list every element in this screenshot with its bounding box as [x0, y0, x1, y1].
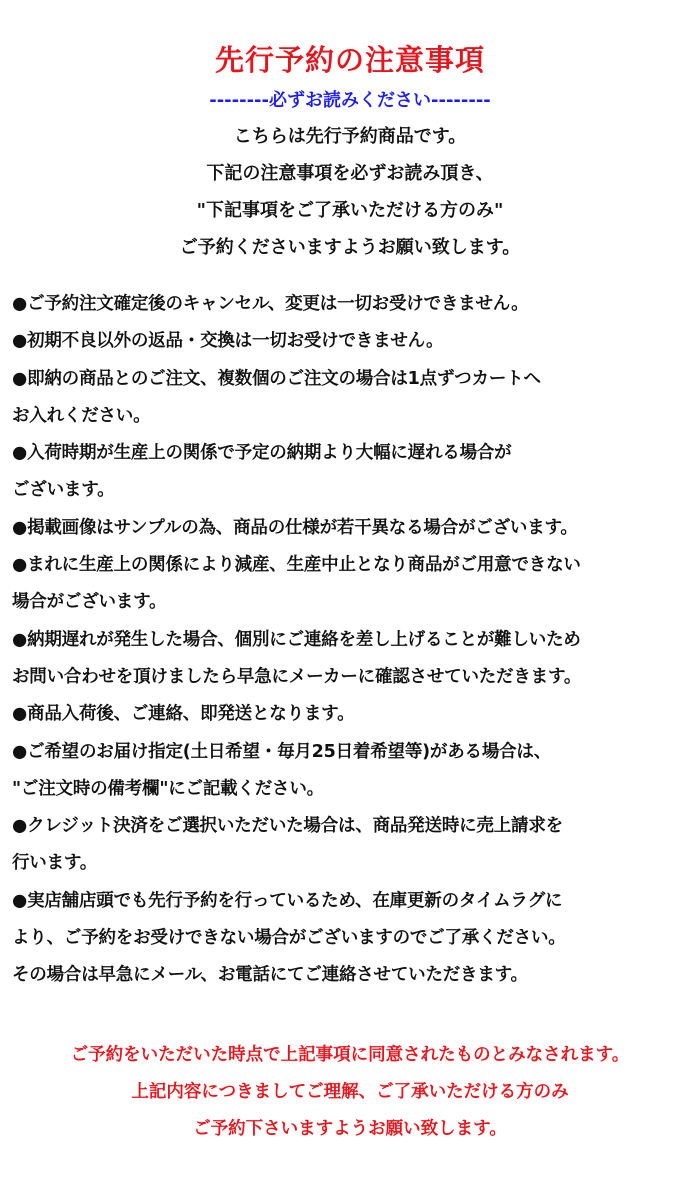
- intro-line: 下記の注意事項を必ずお読み頂き、: [206, 163, 494, 184]
- note-line: ございます。: [12, 480, 115, 501]
- note-line: お入れください。: [12, 405, 151, 426]
- note-line: その場合は早急にメール、お電話にてご連絡させていただきます。: [12, 965, 528, 986]
- footer-notice: [0, 1037, 700, 1148]
- note-line: ●まれに生産上の関係により減産、生産中止となり商品がご用意できない: [12, 555, 581, 576]
- intro-text: [0, 118, 700, 266]
- note-line: "ご注文時の備考欄"にご記載ください。: [12, 778, 324, 799]
- page-title: 先行予約の注意事項: [214, 43, 485, 77]
- note-line: お問い合わせを頂けましたら早急にメーカーに確認させていただきます。: [12, 666, 582, 687]
- note-line: ●ご希望のお届け指定(土日希望・毎月25日着希望等)がある場合は、: [12, 741, 552, 762]
- note-line: ●商品入荷後、ご連絡、即発送となります。: [12, 704, 355, 725]
- intro-line: "下記事項をご了承いただける方のみ": [196, 200, 504, 221]
- note-line: より、ご予約をお受けできない場合がございますのでご了承ください。: [12, 928, 566, 949]
- intro-line: ご予約くださいますようお願い致します。: [179, 237, 521, 258]
- note-line: ●入荷時期が生産上の関係で予定の納期より大幅に遅れる場合が: [12, 443, 512, 464]
- page-subtitle: --------必ずお読みください--------: [209, 90, 491, 111]
- note-line: 行います。: [12, 853, 98, 874]
- note-line: ●実店舗店頭でも先行予約を行っているため、在庫更新のタイムラグに: [12, 890, 563, 911]
- footer-line: ご予約下さいますようお願い致します。: [193, 1119, 507, 1139]
- note-line: ●納期遅れが発生した場合、個別にご連絡を差し上げることが難しいため: [12, 629, 581, 650]
- footer-line: ご予約をいただいた時点で上記事項に同意されたものとみなされます。: [70, 1045, 630, 1065]
- note-line: ●初期不良以外の返品・交換は一切お受けできません。: [12, 331, 444, 352]
- notes-list: [12, 286, 698, 995]
- note-line: ●クレジット決済をご選択いただいた場合は、商品発送時に売上請求を: [12, 816, 563, 837]
- intro-line: こちらは先行予約商品です。: [233, 126, 467, 147]
- note-line: ●ご予約注文確定後のキャンセル、変更は一切お受けできません。: [12, 294, 529, 314]
- note-line: ●即納の商品とのご注文、複数個のご注文の場合は1点ずつカートへ: [12, 368, 541, 389]
- note-line: 場合がございます。: [12, 592, 167, 613]
- footer-line: 上記内容につきましてご理解、ご了承いただける方のみ: [131, 1082, 569, 1102]
- note-line: ●掲載画像はサンプルの為、商品の仕様が若干異なる場合がございます。: [12, 517, 578, 538]
